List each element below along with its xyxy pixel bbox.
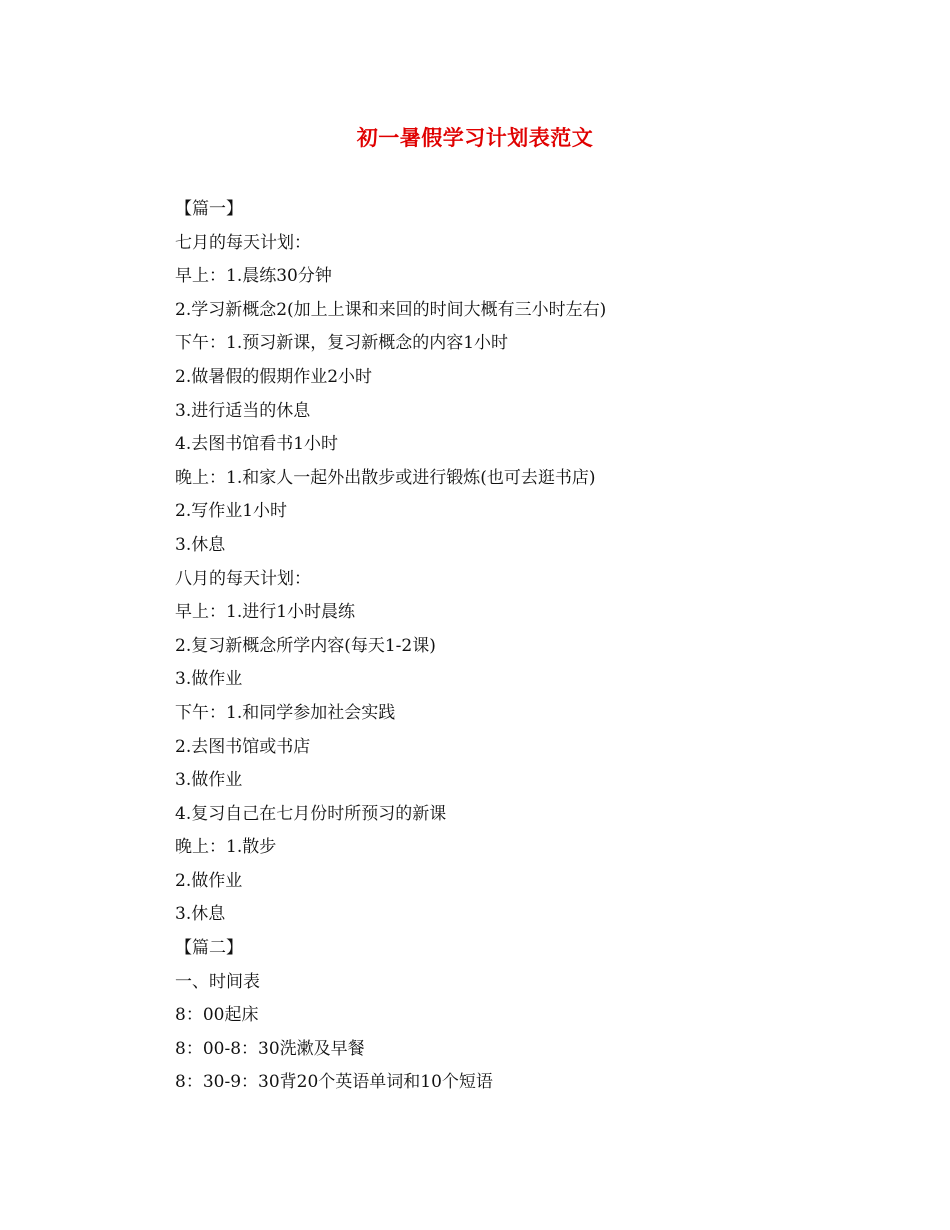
text-line: 3.做作业 bbox=[175, 770, 243, 791]
text-line: 【篇一】 bbox=[175, 199, 243, 219]
text-line: 2.做作业 bbox=[175, 870, 243, 891]
text-line: 早上：1.进行1小时晨练 bbox=[175, 602, 356, 623]
text-line: 七月的每天计划： bbox=[175, 232, 311, 253]
text-line: 8：00-8：30洗漱及早餐 bbox=[175, 1038, 365, 1059]
text-line: 8：00起床 bbox=[175, 1005, 259, 1026]
text-line: 3.做作业 bbox=[175, 669, 243, 690]
text-line: 下午：1.和同学参加社会实践 bbox=[175, 702, 396, 723]
text-line: 3.休息 bbox=[175, 904, 226, 925]
text-line: 4.复习自己在七月份时所预习的新课 bbox=[175, 803, 447, 824]
text-line: 晚上：1.和家人一起外出散步或进行锻炼(也可去逛书店) bbox=[175, 467, 596, 488]
text-line: 八月的每天计划： bbox=[175, 568, 311, 589]
text-line: 2.学习新概念2(加上上课和来回的时间大概有三小时左右) bbox=[175, 299, 607, 320]
text-line: 下午：1.预习新课，复习新概念的内容1小时 bbox=[175, 333, 509, 354]
text-line: 8：30-9：30背20个英语单词和10个短语 bbox=[175, 1072, 493, 1093]
text-line: 晚上：1.散步 bbox=[175, 837, 277, 858]
text-line: 一、时间表 bbox=[175, 971, 260, 992]
document-body bbox=[175, 193, 875, 1100]
text-line: 3.休息 bbox=[175, 534, 226, 555]
text-line: 早上：1.晨练30分钟 bbox=[175, 266, 332, 287]
text-line: 2.去图书馆或书店 bbox=[175, 736, 311, 757]
text-line: 2.写作业1小时 bbox=[175, 501, 288, 522]
text-line: 【篇二】 bbox=[175, 938, 243, 959]
text-line: 2.做暑假的假期作业2小时 bbox=[175, 366, 373, 387]
page-title: 初一暑假学习计划表范文 bbox=[356, 125, 594, 150]
text-line: 2.复习新概念所学内容(每天1-2课) bbox=[175, 635, 436, 656]
text-line: 4.去图书馆看书1小时 bbox=[175, 434, 339, 455]
text-line: 3.进行适当的休息 bbox=[175, 400, 311, 421]
